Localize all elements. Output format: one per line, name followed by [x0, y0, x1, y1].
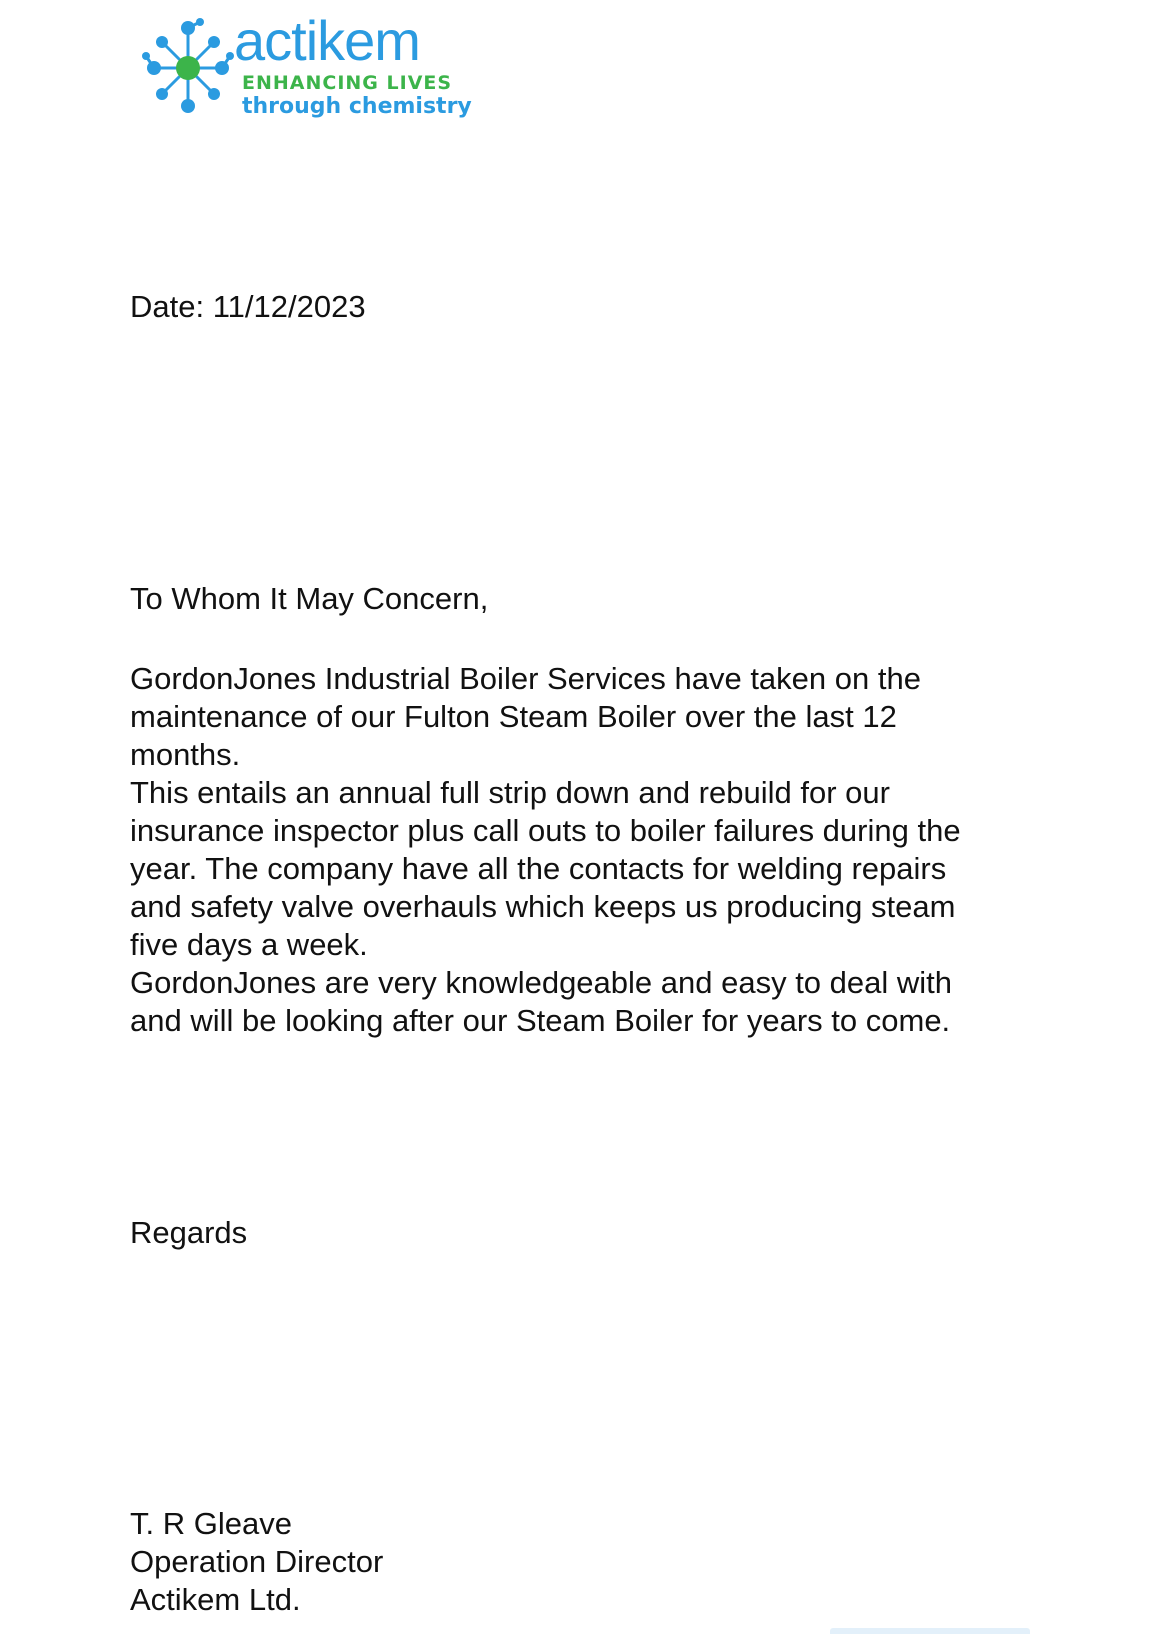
body-line: and safety valve overhauls which keeps us producing steam: [130, 889, 956, 924]
logo-brand-name: actikem: [234, 9, 420, 72]
body-line: GordonJones Industrial Boiler Services have taken on the: [130, 661, 921, 696]
molecule-icon: [142, 16, 234, 114]
letter-closing: Regards: [130, 1215, 248, 1250]
company-logo: [142, 10, 482, 120]
page-edge-fragment: [830, 1628, 1030, 1634]
letter-salutation: To Whom It May Concern,: [130, 581, 489, 616]
body-line: insurance inspector plus call outs to boiler failures during the: [130, 813, 961, 848]
signatory-company: Actikem Ltd.: [130, 1582, 301, 1617]
body-line: five days a week.: [130, 927, 368, 962]
signatory-title: Operation Director: [130, 1544, 384, 1579]
logo-tagline-primary: ENHANCING LIVES: [242, 72, 453, 94]
letter-date: Date: 11/12/2023: [130, 289, 366, 324]
body-line: GordonJones are very knowledgeable and easy to deal with: [130, 965, 953, 1000]
body-line: maintenance of our Fulton Steam Boiler over the last 12: [130, 699, 897, 734]
body-line: year. The company have all the contacts for welding repairs: [130, 851, 947, 886]
body-line: and will be looking after our Steam Boiler for years to come.: [130, 1003, 951, 1038]
signatory-name: T. R Gleave: [130, 1506, 292, 1541]
body-line: months.: [130, 737, 241, 772]
logo-tagline-secondary: through chemistry: [242, 94, 472, 119]
body-line: This entails an annual full strip down and rebuild for our: [130, 775, 890, 810]
